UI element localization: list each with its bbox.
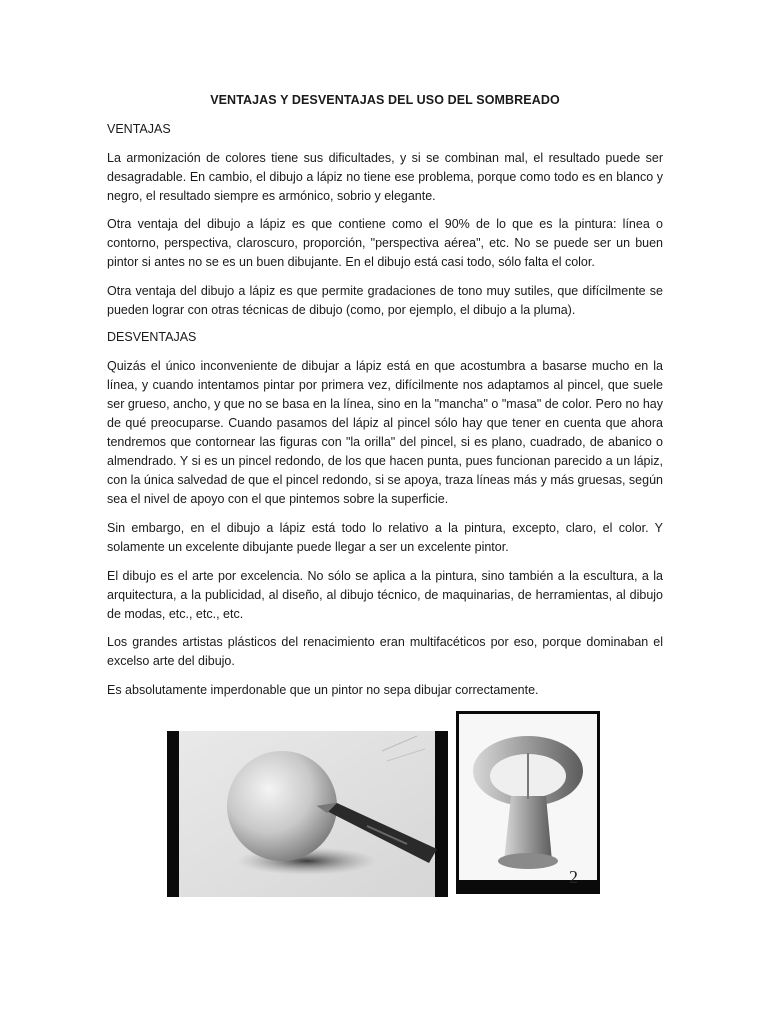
paragraph-5: Sin embargo, en el dibujo a lápiz está todo lo relativo a la pintura, excepto, claro, el color. Y solamente un excelente dibujante puede llegar a ser un excelente pintor. (107, 521, 663, 554)
sphere-drawing-image (167, 731, 448, 897)
chair-drawing-image (456, 711, 600, 894)
heading-ventajas: VENTAJAS (107, 122, 171, 136)
paragraph-6: El dibujo es el arte por excelencia. No sólo se aplica a la pintura, sino también a la escultura, a la arquitectura, a la publicidad, al diseño, al dibujo técnico, de maquinarias, de herramientas, al dibujo de modas, etc., etc., etc. (107, 569, 663, 621)
image-number: 2 (569, 867, 578, 887)
paragraph-2: Otra ventaja del dibujo a lápiz es que contiene como el 90% de lo que es la pintura: línea o contorno, perspectiva, claroscuro, proporción, "perspectiva aérea", etc. No se puede ser un buen pintor si antes no se es un buen dibujante. En el dibujo está casi todo, sólo falta el color. (107, 217, 663, 269)
paragraph-4: Quizás el único inconveniente de dibujar a lápiz está en que acostumbra a basarse mucho en la línea, y cuando intentamos pintar por primera vez, difícilmente nos adaptamos al pincel, que suele ser grueso, ancho, y que no se basa en la línea, sino en la "mancha" o "masa" de color. Pero no hay de qué preocuparse. Cuando pasamos del lápiz al pincel sólo hay que tener en cuenta que ahora tendremos que contornear las figuras con "la orilla" del pincel, si es plano, cuadrado, de abanico o almendrado. Y si es un pincel redondo, de los que hacen punta, pues funcionan parecido a un lápiz, con la única salvedad de que el pincel redondo, si se apoya, traza líneas más y más gruesas, según sea el nivel de apoyo con el que pintemos sobre la superficie. (107, 359, 663, 506)
heading-desventajas: DESVENTAJAS (107, 330, 197, 344)
sphere-drawing-icon (167, 731, 448, 897)
paragraph-3: Otra ventaja del dibujo a lápiz es que permite gradaciones de tono muy sutiles, que difícilmente se pueden lograr con otras técnicas de dibujo (como, por ejemplo, el dibujo a la pluma). (107, 284, 663, 317)
paragraph-8: Es absolutamente imperdonable que un pintor no sepa dibujar correctamente. (107, 683, 539, 697)
paragraph-7: Los grandes artistas plásticos del renacimiento eran multifacéticos por eso, porque dominaban el excelso arte del dibujo. (107, 635, 663, 668)
chair-drawing-icon (456, 711, 600, 894)
page-title: VENTAJAS Y DESVENTAJAS DEL USO DEL SOMBREADO (210, 93, 560, 107)
paragraph-1: La armonización de colores tiene sus dificultades, y si se combinan mal, el resultado puede ser desagradable. En cambio, el dibujo a lápiz no tiene ese problema, porque como todo es en blanco y negro, el resultado siempre es armónico, sobrio y elegante. (107, 151, 663, 203)
